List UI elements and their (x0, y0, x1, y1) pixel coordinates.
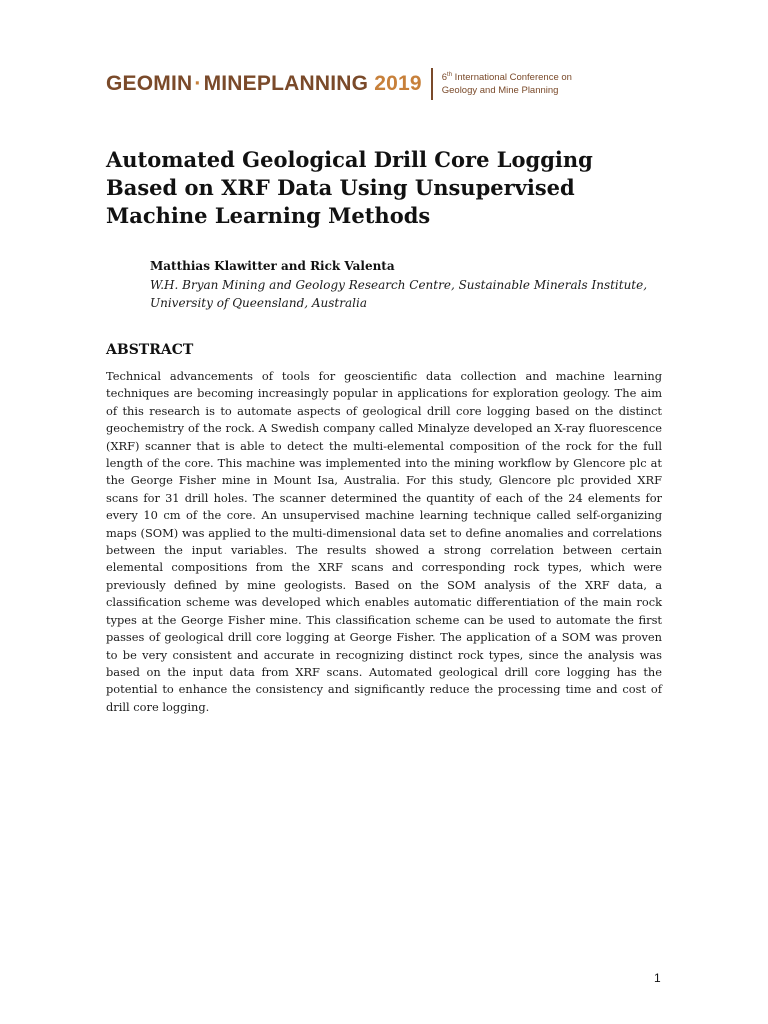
conference-subtitle (442, 71, 572, 97)
conference-subtitle-line2: Geology and Mine Planning (441, 85, 559, 96)
paper-title: Automated Geological Drill Core Logging Based on XRF Data Using Unsupervised Machine Learning Methods (106, 147, 593, 228)
conference-ordinal-suffix: th (447, 71, 453, 78)
logo-mineplanning: MINEPLANNING (203, 72, 369, 95)
page-number: 1 (654, 971, 661, 985)
abstract-heading: ABSTRACT (106, 342, 194, 358)
conference-subtitle-line1 (442, 71, 572, 84)
conference-ordinal: 6 (441, 72, 448, 83)
conference-line1-rest: International Conference on (452, 72, 572, 83)
paper-affiliation: W.H. Bryan Mining and Geology Research Centre, Sustainable Minerals Institute, University of Queensland, Australia (150, 278, 648, 310)
logo-year: 2019 (374, 72, 422, 95)
abstract-body: Technical advancements of tools for geoscientific data collection and machine learning techniques are becoming increasingly popular in applications for exploration geology. The aim of this research is to automate aspects of geological drill core logging based on the distinct geochemistry of the rock. A Swedish company called Minalyze developed an X-ray fluorescence (XRF) scanner that is able to detect the multi-elemental composition of the rock for the full length of the core. This machine was implemented into the mining workflow by Glencore plc at the George Fisher mine in Mount Isa, Australia. For this study, Glencore plc provided XRF scans for 31 drill holes. The scanner determined the quantity of each of the 24 elements for every 10 cm of the core. An unsupervised machine learning technique called self-organizing maps (SOM) was applied to the multi-dimensional data set to define anomalies and correlations between the input variables. The results showed a strong correlation between certain elemental compositions from the XRF scans and corresponding rock types, which were previously defined by mine geologists. Based on the SOM analysis of the XRF data, a classification scheme was developed which enables automatic differentiation of the main rock types at the George Fisher mine. This classification scheme can be used to automate the first passes of geological drill core logging at George Fisher. The application of a SOM was proven to be very consistent and accurate in recognizing distinct rock types, since the analysis was based on the input data from XRF scans. Automated geological drill core logging has the potential to enhance the consistency and significantly reduce the processing time and cost of drill core logging. (106, 369, 662, 714)
conference-logo (106, 72, 422, 96)
header-divider (431, 68, 433, 100)
logo-geomin: GEOMIN (106, 72, 193, 95)
logo-separator: · (194, 72, 202, 95)
paper-authors: Matthias Klawitter and Rick Valenta (150, 259, 395, 273)
conference-header (106, 68, 572, 100)
